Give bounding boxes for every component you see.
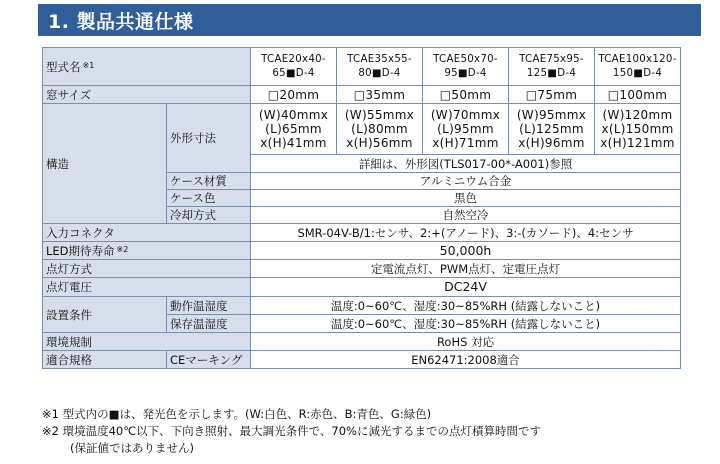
table-row — [43, 48, 681, 86]
spec-table — [42, 47, 681, 369]
model-cell — [595, 48, 681, 86]
dim-h: x(H)56mm — [346, 136, 413, 150]
lighting-label: 点灯方式 — [43, 260, 251, 278]
dim-cell — [423, 104, 509, 155]
life-label-cell — [43, 242, 251, 260]
dim-h: x(H)121mm — [600, 136, 675, 150]
dim-cell — [337, 104, 423, 155]
model-line1: TCAE35x55- — [347, 53, 412, 65]
connector-label: 入力コネクタ — [43, 224, 251, 242]
lighting-value: 定電流点灯、PWM点灯、定電圧点灯 — [251, 260, 681, 278]
model-cell — [423, 48, 509, 86]
cooling-label: 冷却方式 — [167, 207, 251, 224]
dim-l: (L)65mm — [265, 122, 322, 136]
model-line1: TCAE50x70- — [433, 53, 498, 65]
dim-l: x(L)150mm — [601, 122, 674, 136]
dim-h: x(H)71mm — [432, 136, 499, 150]
window-size-cell: □75mm — [509, 86, 595, 104]
dim-cell — [251, 104, 337, 155]
dim-cell — [595, 104, 681, 155]
ce-value: EN62471:2008適合 — [251, 351, 681, 369]
env-value: RoHS 対応 — [251, 333, 681, 351]
table-row — [43, 86, 681, 104]
dim-w: (W)95mmx — [516, 108, 587, 122]
model-line2: 65■D-4 — [272, 67, 315, 79]
footnote-2-cont: (保証値ではありません) — [70, 441, 194, 455]
table-row — [43, 333, 681, 351]
standard-label: 適合規格 — [43, 351, 167, 369]
section-title: 1. 製品共通仕様 — [48, 11, 194, 33]
table-row — [43, 260, 681, 278]
voltage-value: DC24V — [251, 278, 681, 297]
table-row — [43, 351, 681, 369]
table-row — [43, 104, 681, 155]
case-material-value: アルミニウム合金 — [251, 173, 681, 190]
window-size-cell: □100mm — [595, 86, 681, 104]
model-cell — [251, 48, 337, 86]
window-size-cell: □50mm — [423, 86, 509, 104]
section-header — [38, 4, 701, 36]
life-value: 50,000h — [251, 242, 681, 260]
table-row — [43, 224, 681, 242]
connector-value: SMR-04V-B/1:センサ、2:+(アノード)、3:-(カソード)、4:センサ — [251, 224, 681, 242]
outer-dim-label: 外形寸法 — [167, 104, 251, 173]
dim-l: (L)80mm — [351, 122, 408, 136]
footnote-1: ※1 型式内の■は、発光色を示します。(W:白色、R:赤色、B:青色、G:緑色) — [42, 407, 432, 421]
model-label-cell — [43, 48, 251, 86]
dim-w: (W)120mm — [602, 108, 673, 122]
structure-label: 構造 — [43, 104, 167, 224]
table-row — [43, 242, 681, 260]
model-label: 型式名 — [46, 59, 81, 74]
cooling-value: 自然空冷 — [251, 207, 681, 224]
model-line2: 150■D-4 — [612, 67, 663, 79]
dim-l: (L)125mm — [519, 122, 584, 136]
dim-cell — [509, 104, 595, 155]
footnote-2: ※2 環境温度40℃以下、下向き照射、最大調光条件で、70%に減光するまでの点灯積算時間です — [42, 424, 541, 438]
model-line2: 125■D-4 — [526, 67, 577, 79]
dim-w: (W)70mmx — [430, 108, 501, 122]
op-temp-label: 動作温湿度 — [167, 297, 251, 315]
env-label: 環境規制 — [43, 333, 251, 351]
window-label: 窓サイズ — [43, 86, 251, 104]
model-cell — [337, 48, 423, 86]
storage-temp-label: 保存温湿度 — [167, 315, 251, 333]
storage-temp-value: 温度:0~60℃、湿度:30~85%RH (結露しないこと) — [251, 315, 681, 333]
model-note-mark: ※1 — [82, 60, 95, 70]
table-row — [43, 297, 681, 315]
footnotes — [42, 406, 541, 457]
life-note-mark: ※2 — [116, 244, 129, 254]
model-line1: TCAE75x95- — [519, 53, 584, 65]
case-color-value: 黒色 — [251, 190, 681, 207]
dim-l: (L)95mm — [437, 122, 494, 136]
voltage-label: 点灯電圧 — [43, 278, 251, 297]
dim-w: (W)55mmx — [344, 108, 415, 122]
table-row — [43, 278, 681, 297]
op-temp-value: 温度:0~60℃、湿度:30~85%RH (結露しないこと) — [251, 297, 681, 315]
model-line2: 95■D-4 — [444, 67, 487, 79]
dim-h: x(H)41mm — [260, 136, 327, 150]
model-line1: TCAE20x40- — [261, 53, 326, 65]
ce-label: CEマーキング — [167, 351, 251, 369]
life-label: LED期待寿命 — [46, 243, 115, 258]
window-size-cell: □35mm — [337, 86, 423, 104]
window-size-cell: □20mm — [251, 86, 337, 104]
case-color-label: ケース色 — [167, 190, 251, 207]
model-line2: 80■D-4 — [358, 67, 401, 79]
model-line1: TCAE100x120- — [598, 53, 677, 65]
model-cell — [509, 48, 595, 86]
install-label: 設置条件 — [43, 297, 167, 333]
dim-w: (W)40mmx — [258, 108, 329, 122]
dims-detail: 詳細は、外形図(TLS017-00*-A001)参照 — [251, 155, 681, 173]
case-material-label: ケース材質 — [167, 173, 251, 190]
dim-h: x(H)96mm — [518, 136, 585, 150]
